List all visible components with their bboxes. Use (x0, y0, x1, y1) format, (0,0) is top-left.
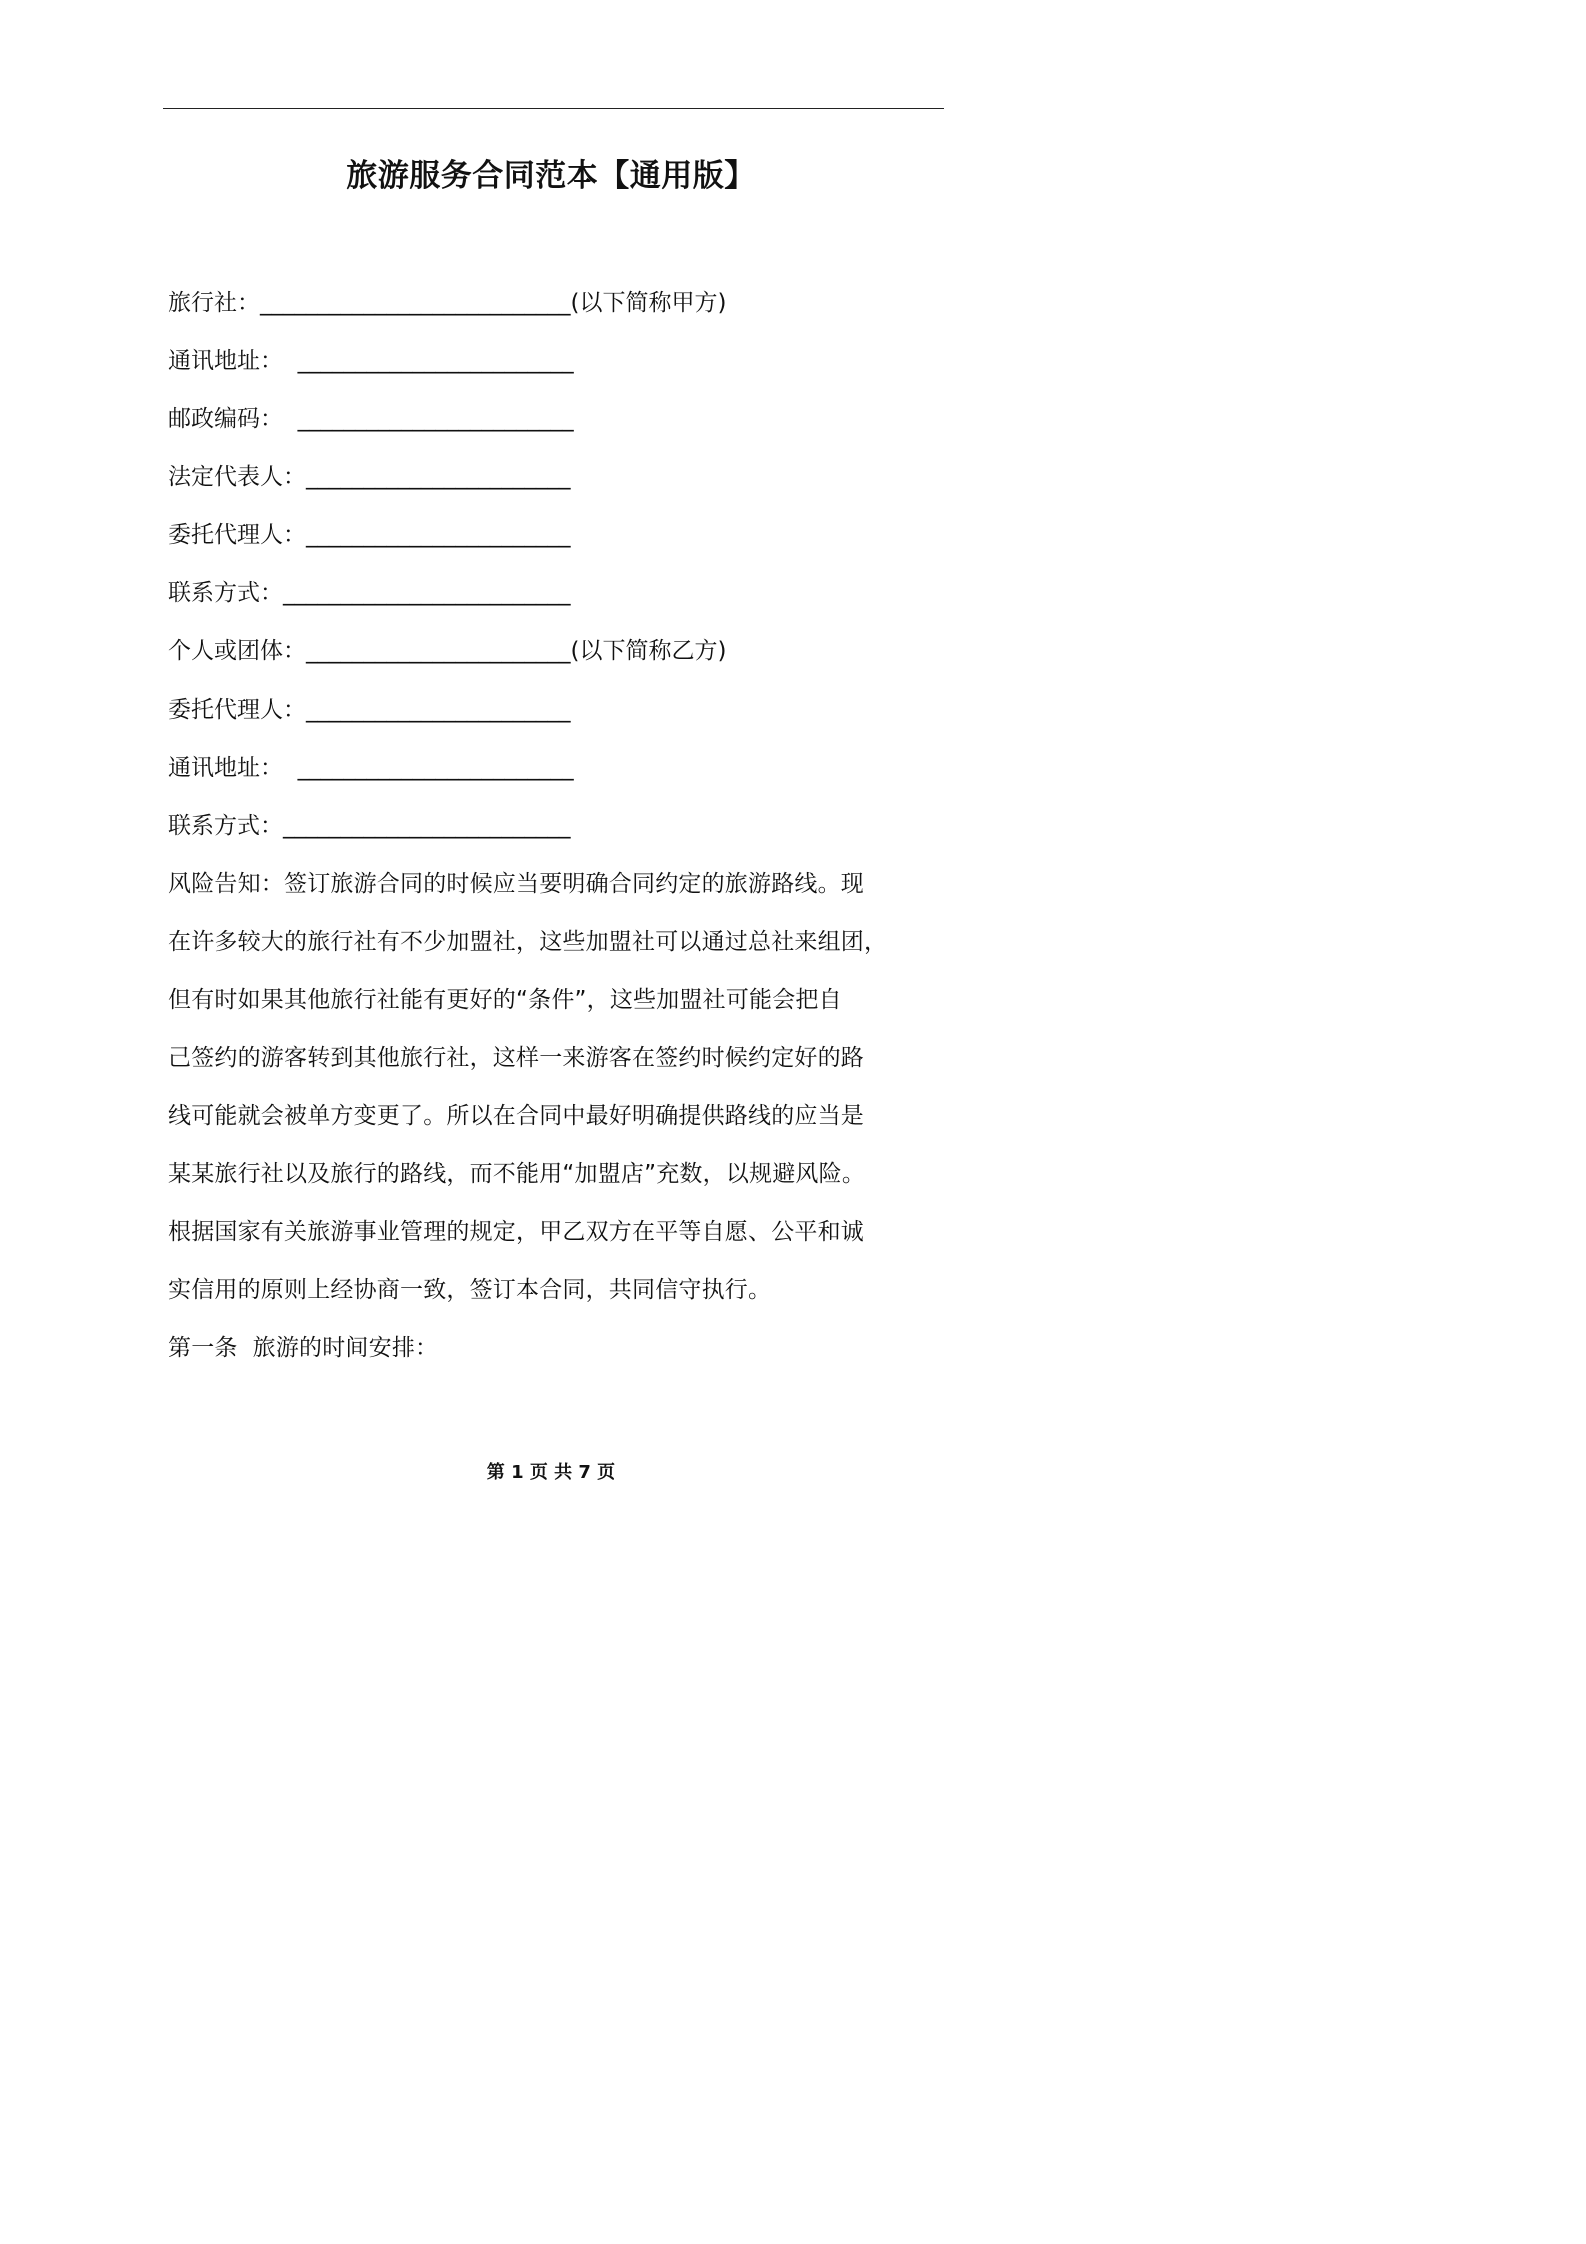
field-address-b: 通讯地址： ________________________ (168, 755, 574, 781)
paragraph-line: 在许多较大的旅行社有不少加盟社，这些加盟社可以通过总社来组团， (168, 929, 888, 955)
field-contact-a: 联系方式：_________________________ (168, 580, 571, 606)
field-contact-b: 联系方式：_________________________ (168, 813, 571, 839)
paragraph-line: 风险告知：签订旅游合同的时候应当要明确合同约定的旅游路线。现 (168, 871, 864, 897)
article-heading: 第一条 旅游的时间安排： (168, 1335, 439, 1361)
paragraph-line: 根据国家有关旅游事业管理的规定，甲乙双方在平等自愿、公平和诚 (168, 1219, 864, 1245)
field-travel-agency: 旅行社：___________________________(以下简称甲方) (168, 290, 727, 316)
paragraph-line: 某某旅行社以及旅行的路线，而不能用“加盟店”充数，以规避风险。 (168, 1161, 866, 1187)
header-rule (163, 108, 944, 109)
paragraph-line: 实信用的原则上经协商一致，签订本合同，共同信守执行。 (168, 1277, 772, 1303)
paragraph-line: 但有时如果其他旅行社能有更好的“条件”，这些加盟社可能会把自 (168, 987, 842, 1013)
field-agent-a: 委托代理人：_______________________ (168, 522, 571, 548)
field-postcode: 邮政编码： ________________________ (168, 406, 574, 432)
field-agent-b: 委托代理人：_______________________ (168, 697, 571, 723)
document-title: 旅游服务合同范本【通用版】 (346, 158, 756, 194)
field-individual-or-group: 个人或团体：_______________________(以下简称乙方) (168, 638, 727, 664)
field-legal-representative: 法定代表人：_______________________ (168, 464, 571, 490)
field-address-a: 通讯地址： ________________________ (168, 348, 574, 374)
paragraph-line: 线可能就会被单方变更了。所以在合同中最好明确提供路线的应当是 (168, 1103, 864, 1129)
page-number: 第 1 页 共 7 页 (486, 1462, 616, 1483)
paragraph-line: 己签约的游客转到其他旅行社，这样一来游客在签约时候约定好的路 (168, 1045, 864, 1071)
